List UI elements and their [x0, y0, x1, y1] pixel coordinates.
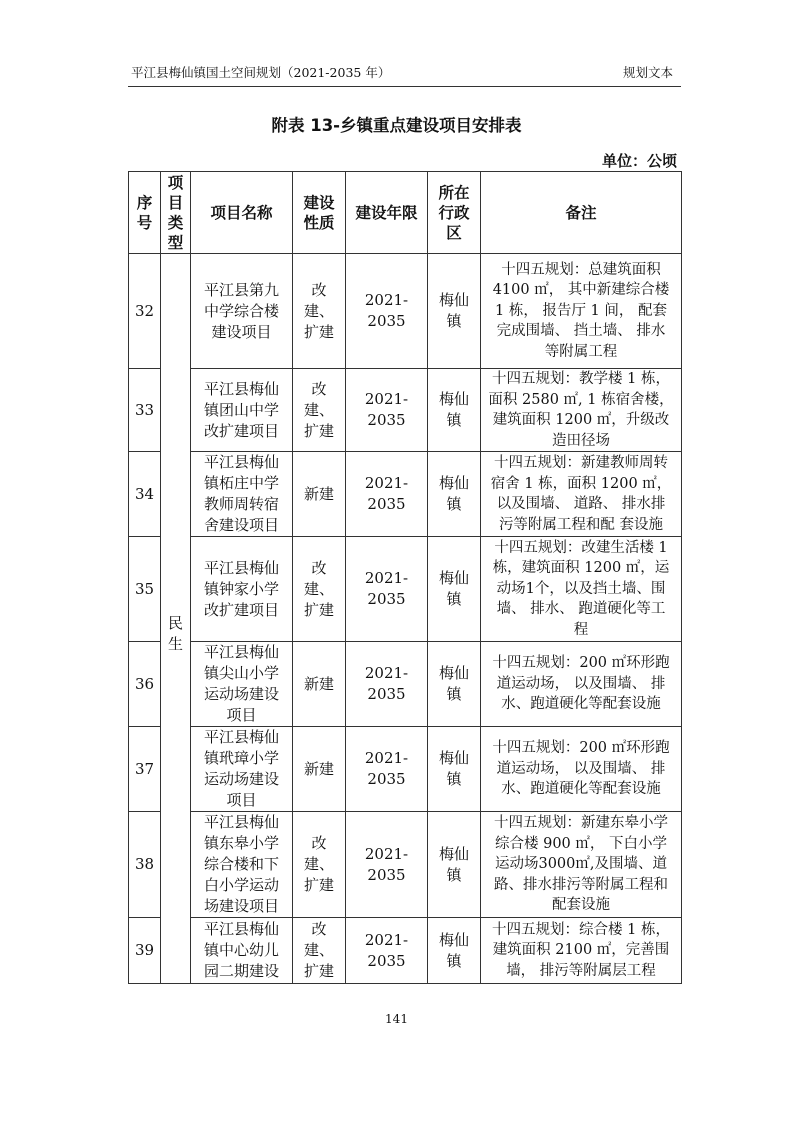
table-row — [129, 369, 682, 452]
project-name: 平江县梅仙 镇中心幼儿 园二期建设 — [191, 918, 293, 984]
running-header-title: 平江县梅仙镇国土空间规划（2021-2035 年） — [131, 65, 391, 80]
district: 梅仙 镇 — [428, 254, 481, 369]
remark: 十四五规划：200 ㎡环形跑 道运动场， 以及围墙、 排 水、跑道硬化等配套设施 — [481, 727, 682, 812]
construction-years: 2021-2035 — [346, 254, 428, 369]
district: 梅仙 镇 — [428, 727, 481, 812]
col-header-no: 序 号 — [129, 172, 161, 254]
table-row — [129, 642, 682, 727]
construction-nature: 新建 — [293, 642, 346, 727]
col-header-nature: 建设 性质 — [293, 172, 346, 254]
col-header-name: 项目名称 — [191, 172, 293, 254]
table-row — [129, 727, 682, 812]
remark: 十四五规划：改建生活楼 1 栋，建筑面积 1200 ㎡，运 动场1个，以及挡土墙、围 墙、 排水、 跑道硬化等工 程 — [481, 537, 682, 642]
project-name: 平江县梅仙 镇东皋小学 综合楼和下 白小学运动 场建设项目 — [191, 812, 293, 918]
project-type-cell: 民 生 — [161, 254, 191, 984]
row-number: 34 — [129, 452, 161, 537]
construction-nature: 改 建、 扩建 — [293, 537, 346, 642]
district: 梅仙 镇 — [428, 369, 481, 452]
remark: 十四五规划：200 ㎡环形跑 道运动场， 以及围墙、 排 水、跑道硬化等配套设施 — [481, 642, 682, 727]
project-name: 平江县梅仙 镇尖山小学 运动场建设 项目 — [191, 642, 293, 727]
col-header-district: 所在 行政 区 — [428, 172, 481, 254]
construction-nature: 改 建、 扩建 — [293, 369, 346, 452]
project-name: 平江县梅仙 镇团山中学 改扩建项目 — [191, 369, 293, 452]
table-row — [129, 452, 682, 537]
remark: 十四五规划：综合楼 1 栋， 建筑面积 2100 ㎡，完善围 墙， 排污等附属层工程 — [481, 918, 682, 984]
remark: 十四五规划：新建东皋小学 综合楼 900 ㎡， 下白小学 运动场3000㎡,及围墙、道 路、排水排污等附属工程和 配套设施 — [481, 812, 682, 918]
district: 梅仙 镇 — [428, 452, 481, 537]
table-row — [129, 537, 682, 642]
construction-nature: 改 建、 扩建 — [293, 254, 346, 369]
construction-years: 2021-2035 — [346, 918, 428, 984]
col-header-remark: 备注 — [481, 172, 682, 254]
district: 梅仙 镇 — [428, 537, 481, 642]
construction-years: 2021-2035 — [346, 727, 428, 812]
row-number: 38 — [129, 812, 161, 918]
header-divider — [128, 86, 681, 87]
construction-nature: 改 建、 扩建 — [293, 812, 346, 918]
table-title: 附表 13-乡镇重点建设项目安排表 — [271, 116, 522, 135]
construction-years: 2021-2035 — [346, 369, 428, 452]
construction-years: 2021-2035 — [346, 452, 428, 537]
row-number: 32 — [129, 254, 161, 369]
project-name: 平江县梅仙 镇钟家小学 改扩建项目 — [191, 537, 293, 642]
table-row — [129, 918, 682, 984]
construction-nature: 改 建、 扩建 — [293, 918, 346, 984]
district: 梅仙 镇 — [428, 642, 481, 727]
district: 梅仙 镇 — [428, 918, 481, 984]
unit-label: 单位：公顷 — [601, 152, 677, 170]
table-row — [129, 254, 682, 369]
project-name: 平江县梅仙 镇玳璋小学 运动场建设 项目 — [191, 727, 293, 812]
page-number: 141 — [385, 1012, 408, 1026]
district: 梅仙 镇 — [428, 812, 481, 918]
construction-years: 2021-2035 — [346, 537, 428, 642]
row-number: 33 — [129, 369, 161, 452]
remark: 十四五规划：教学楼 1 栋， 面积 2580 ㎡, 1 栋宿舍楼， 建筑面积 1200 ㎡，升级改 造田径场 — [481, 369, 682, 452]
col-header-type: 项 目 类 型 — [161, 172, 191, 254]
remark: 十四五规划：总建筑面积 4100 ㎡， 其中新建综合楼 1 栋， 报告厅 1 间， 配套 完成围墙、 挡土墙、 排水 等附属工程 — [481, 254, 682, 369]
construction-nature: 新建 — [293, 727, 346, 812]
running-header-section: 规划文本 — [623, 65, 674, 80]
project-name: 平江县梅仙 镇柘庄中学 教师周转宿 舍建设项目 — [191, 452, 293, 537]
construction-nature: 新建 — [293, 452, 346, 537]
col-header-years: 建设年限 — [346, 172, 428, 254]
project-table — [128, 171, 682, 984]
table-header-row — [129, 172, 682, 254]
table-row — [129, 812, 682, 918]
construction-years: 2021-2035 — [346, 812, 428, 918]
project-name: 平江县第九 中学综合楼 建设项目 — [191, 254, 293, 369]
row-number: 39 — [129, 918, 161, 984]
construction-years: 2021-2035 — [346, 642, 428, 727]
row-number: 35 — [129, 537, 161, 642]
row-number: 36 — [129, 642, 161, 727]
row-number: 37 — [129, 727, 161, 812]
remark: 十四五规划：新建教师周转 宿舍 1 栋，面积 1200 ㎡， 以及围墙、 道路、 排水排 污等附属工程和配 套设施 — [481, 452, 682, 537]
